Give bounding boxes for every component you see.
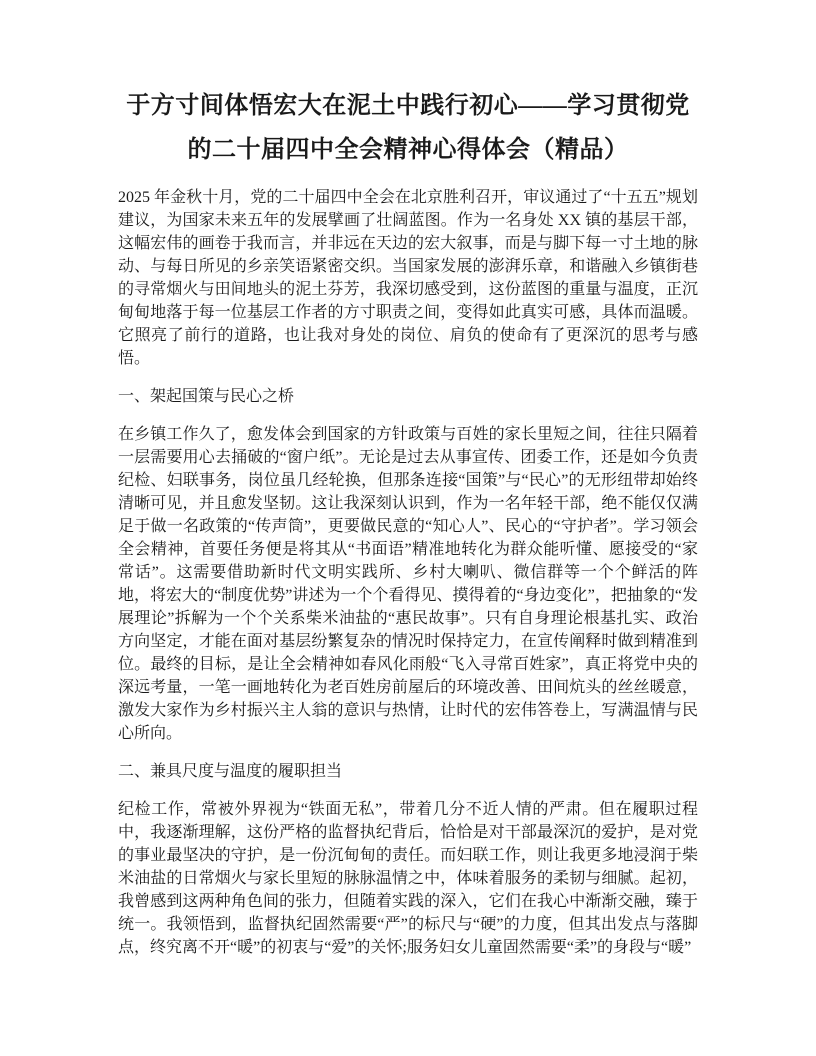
paragraph-intro: 2025 年金秋十月，党的二十届四中全会在北京胜利召开，审议通过了“十五五”规划建议，为国家未来五年的发展擘画了壮阔蓝图。作为一名身处 XX 镇的基层干部，这幅宏伟的画卷于我而言，并非远在天边的宏大叙事，而是与脚下每一寸土地的脉动、与每日所见的乡亲笑语紧密交织。当国家发展的澎湃乐章，和谐融入乡镇街巷的寻常烟火与田间地头的泥土芬芳，我深切感受到，这份蓝图的重量与温度，正沉甸甸地落于每一位基层工作者的方寸职责之间，变得如此真实可感，具体而温暖。它照亮了前行的道路，也让我对身处的岗位、肩负的使命有了更深沉的思考与感悟。 (118, 189, 698, 367)
section-heading-1: 一、架起国策与民心之桥 (118, 388, 295, 405)
paragraph-section-2: 纪检工作，常被外界视为“铁面无私”，带着几分不近人情的严肃。但在履职过程中，我逐渐理解，这份严格的监督执纪背后，恰恰是对干部最深沉的爱护，是对党的事业最坚决的守护，是一份沉甸甸的责任。而妇联工作，则让我更多地浸润于柴米油盐的日常烟火与家长里短的脉脉温情之中，体味着服务的柔韧与细腻。起初，我曾感到这两种角色间的张力，但随着实践的深入，它们在我心中渐渐交融，臻于统一。我领悟到，监督执纪固然需要“严”的标尺与“硬”的力度，但其出发点与落脚点，终究离不开“暖”的初衷与“爱”的关怀;服务妇女儿童固然需要“柔”的身段与“暖” (118, 801, 698, 956)
paragraph-section-1: 在乡镇工作久了，愈发体会到国家的方针政策与百姓的家长里短之间，往往只隔着一层需要用心去捅破的“窗户纸”。无论是过去从事宣传、团委工作，还是如今负责纪检、妇联事务，岗位虽几经轮换，但那条连接“国策”与“民心”的无形纽带却始终清晰可见，并且愈发坚韧。这让我深刻认识到，作为一名年轻干部，绝不能仅仅满足于做一名政策的“传声筒”，更要做民意的“知心人”、民心的“守护者”。学习领会全会精神，首要任务便是将其从“书面语”精准地转化为群众能听懂、愿接受的“家常话”。这需要借助新时代文明实践所、乡村大喇叭、微信群等一个个鲜活的阵地，将宏大的“制度优势”讲述为一个个看得见、摸得着的“身边变化”，把抽象的“发展理论”拆解为一个个关系柴米油盐的“惠民故事”。只有自身理论根基扎实、政治方向坚定，才能在面对基层纷繁复杂的情况时保持定力，在宣传阐释时做到精准到位。最终的目标，是让全会精神如春风化雨般“飞入寻常百姓家”，真正将党中央的深远考量，一笔一画地转化为老百姓房前屋后的环境改善、田间炕头的丝丝暖意，激发大家作为乡村振兴主人翁的意识与热情，让时代的宏伟答卷上，写满温情与民心所向。 (118, 426, 698, 742)
section-heading-2: 二、兼具尺度与温度的履职担当 (118, 763, 343, 780)
document-title: 于方寸间体悟宏大在泥土中践行初心——学习贯彻党的二十届四中全会精神心得体会（精品） (126, 93, 690, 163)
